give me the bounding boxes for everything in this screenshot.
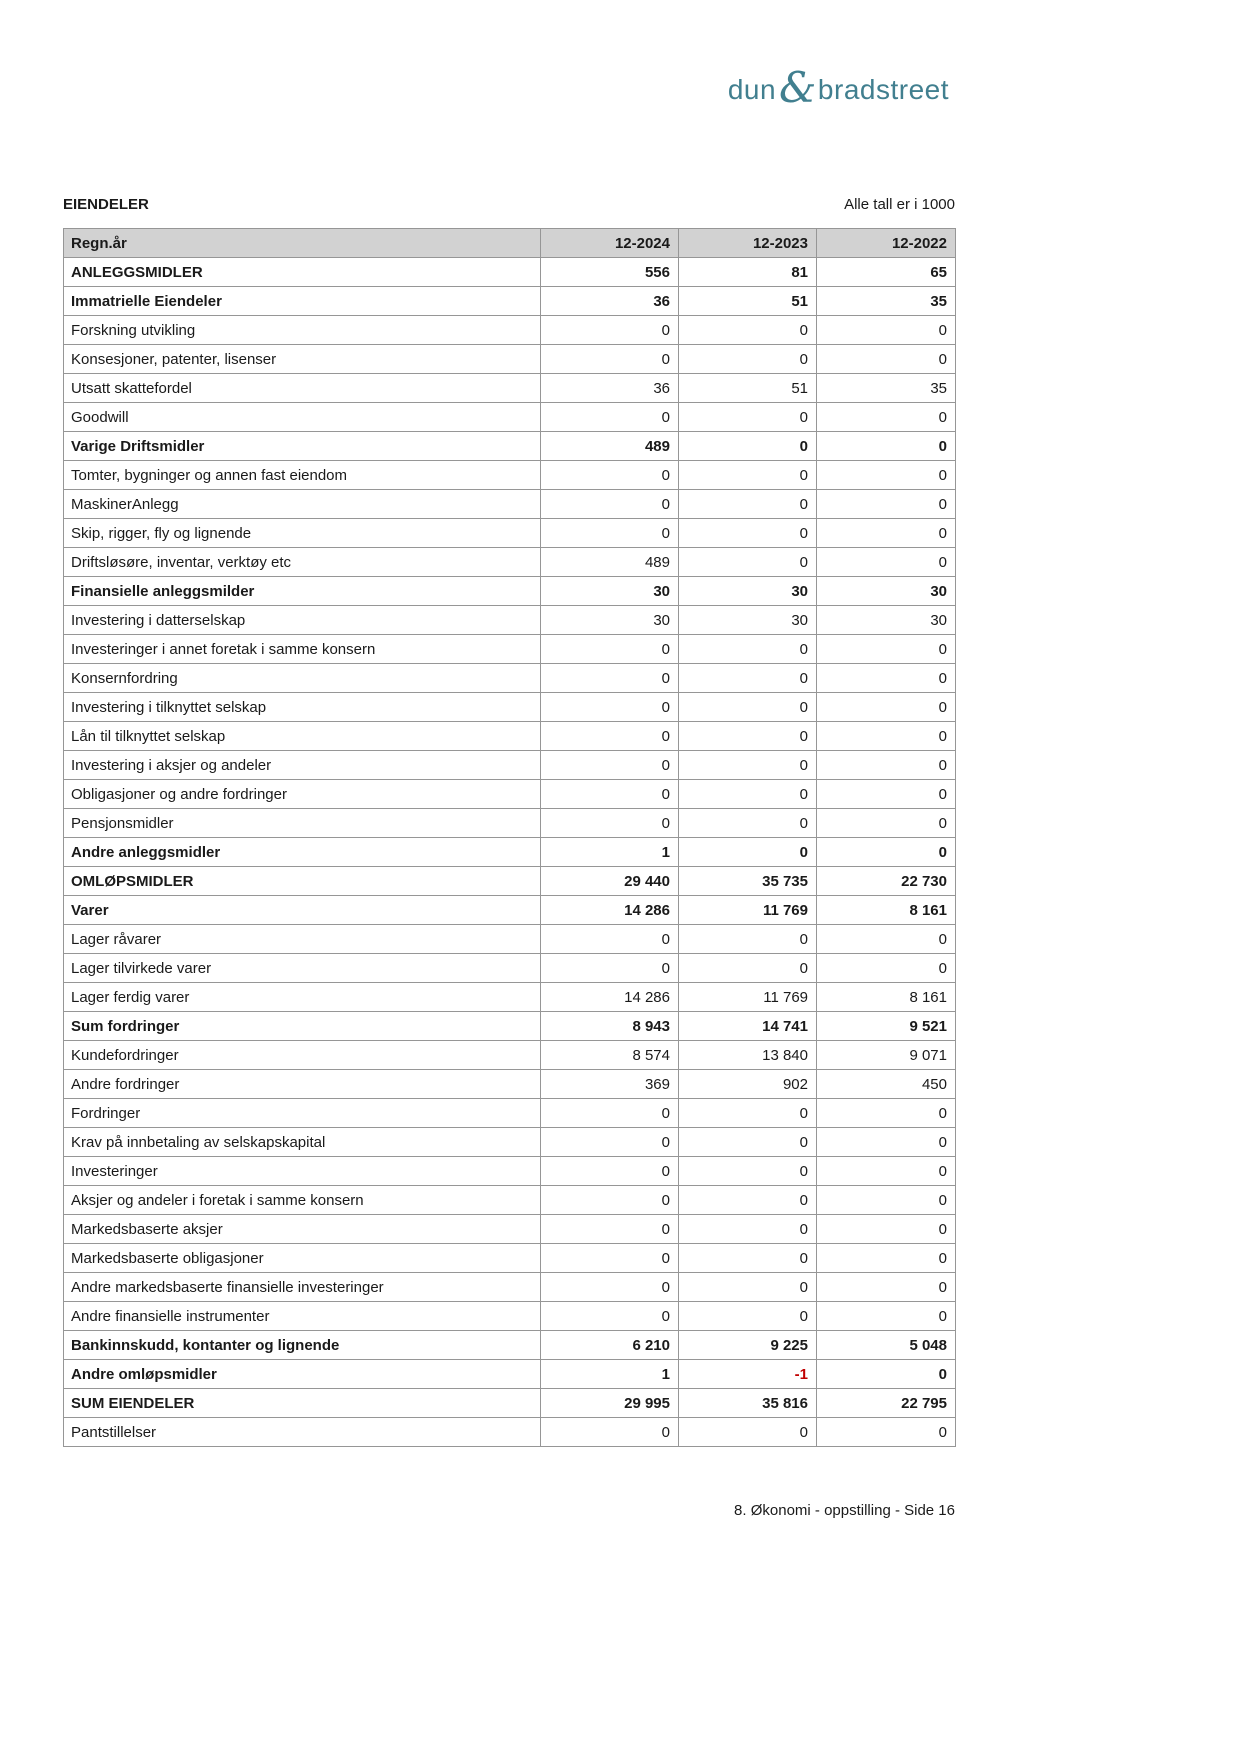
row-value: 369 bbox=[541, 1070, 679, 1099]
row-label: Investeringer i annet foretak i samme konsern bbox=[64, 635, 541, 664]
row-value: 8 161 bbox=[817, 983, 956, 1012]
row-value: 0 bbox=[541, 809, 679, 838]
row-value: 35 bbox=[817, 287, 956, 316]
row-value: 0 bbox=[817, 722, 956, 751]
table-row bbox=[64, 432, 956, 461]
row-value: 0 bbox=[541, 1099, 679, 1128]
row-value: 0 bbox=[817, 519, 956, 548]
row-value: 30 bbox=[541, 606, 679, 635]
row-value: 0 bbox=[817, 925, 956, 954]
row-label: Markedsbaserte obligasjoner bbox=[64, 1244, 541, 1273]
row-label: Pensjonsmidler bbox=[64, 809, 541, 838]
table-row bbox=[64, 896, 956, 925]
row-value: 6 210 bbox=[541, 1331, 679, 1360]
row-value: 81 bbox=[679, 258, 817, 287]
row-value: 30 bbox=[541, 577, 679, 606]
row-label: Utsatt skattefordel bbox=[64, 374, 541, 403]
row-label: Konsesjoner, patenter, lisenser bbox=[64, 345, 541, 374]
row-value: 0 bbox=[541, 780, 679, 809]
row-label: Andre omløpsmidler bbox=[64, 1360, 541, 1389]
table-row bbox=[64, 403, 956, 432]
row-value: 0 bbox=[679, 490, 817, 519]
table-row bbox=[64, 316, 956, 345]
row-value: 8 574 bbox=[541, 1041, 679, 1070]
row-value: 0 bbox=[541, 751, 679, 780]
row-value: 30 bbox=[817, 577, 956, 606]
table-row bbox=[64, 664, 956, 693]
table-row bbox=[64, 461, 956, 490]
table-row bbox=[64, 1215, 956, 1244]
row-value: 0 bbox=[679, 345, 817, 374]
row-value: 0 bbox=[679, 1215, 817, 1244]
row-label: Obligasjoner og andre fordringer bbox=[64, 780, 541, 809]
table-row bbox=[64, 258, 956, 287]
row-label: ANLEGGSMIDLER bbox=[64, 258, 541, 287]
row-value: 35 bbox=[817, 374, 956, 403]
table-row bbox=[64, 1273, 956, 1302]
row-value: 0 bbox=[817, 1099, 956, 1128]
column-header-12-2024: 12-2024 bbox=[541, 229, 679, 258]
row-value: 36 bbox=[541, 287, 679, 316]
ampersand-icon: & bbox=[779, 63, 817, 112]
column-header-12-2022: 12-2022 bbox=[817, 229, 956, 258]
table-title-line bbox=[63, 196, 955, 213]
row-value: 35 735 bbox=[679, 867, 817, 896]
row-value: 0 bbox=[679, 1244, 817, 1273]
column-header-regnar: Regn.år bbox=[64, 229, 541, 258]
row-value: 0 bbox=[817, 954, 956, 983]
row-value: 489 bbox=[541, 432, 679, 461]
row-label: OMLØPSMIDLER bbox=[64, 867, 541, 896]
row-label: Goodwill bbox=[64, 403, 541, 432]
row-label: Sum fordringer bbox=[64, 1012, 541, 1041]
row-value: 0 bbox=[541, 403, 679, 432]
row-value: 0 bbox=[541, 1186, 679, 1215]
row-label: SUM EIENDELER bbox=[64, 1389, 541, 1418]
table-row bbox=[64, 1070, 956, 1099]
row-value: 30 bbox=[817, 606, 956, 635]
table-row bbox=[64, 374, 956, 403]
row-value: 0 bbox=[679, 1302, 817, 1331]
row-value: 0 bbox=[541, 1418, 679, 1447]
row-value: 0 bbox=[817, 780, 956, 809]
row-label: Forskning utvikling bbox=[64, 316, 541, 345]
column-header-12-2023: 12-2023 bbox=[679, 229, 817, 258]
row-label: Varige Driftsmidler bbox=[64, 432, 541, 461]
row-label: Kundefordringer bbox=[64, 1041, 541, 1070]
row-value: 0 bbox=[679, 316, 817, 345]
row-value: 51 bbox=[679, 374, 817, 403]
row-value: 9 071 bbox=[817, 1041, 956, 1070]
row-value: 9 521 bbox=[817, 1012, 956, 1041]
row-value: 0 bbox=[817, 403, 956, 432]
table-row bbox=[64, 1012, 956, 1041]
row-value: 11 769 bbox=[679, 896, 817, 925]
table-row bbox=[64, 1128, 956, 1157]
table-row bbox=[64, 1331, 956, 1360]
table-row bbox=[64, 519, 956, 548]
row-value: 0 bbox=[817, 664, 956, 693]
dun-bradstreet-logo bbox=[727, 63, 949, 112]
row-value: 14 286 bbox=[541, 983, 679, 1012]
table-row bbox=[64, 1302, 956, 1331]
table-row bbox=[64, 867, 956, 896]
row-value: 9 225 bbox=[679, 1331, 817, 1360]
row-value: 0 bbox=[817, 1244, 956, 1273]
financial-table bbox=[63, 228, 956, 1447]
row-label: Lån til tilknyttet selskap bbox=[64, 722, 541, 751]
row-value: 29 440 bbox=[541, 867, 679, 896]
row-value: 0 bbox=[679, 461, 817, 490]
table-row bbox=[64, 606, 956, 635]
row-value: 0 bbox=[679, 809, 817, 838]
row-value: 0 bbox=[679, 548, 817, 577]
row-value: 0 bbox=[817, 1273, 956, 1302]
row-value: 0 bbox=[541, 693, 679, 722]
row-value: 0 bbox=[817, 838, 956, 867]
table-body bbox=[64, 258, 956, 1447]
row-value: 0 bbox=[817, 316, 956, 345]
row-value: 1 bbox=[541, 1360, 679, 1389]
row-label: Varer bbox=[64, 896, 541, 925]
row-label: Investering i aksjer og andeler bbox=[64, 751, 541, 780]
row-value: 5 048 bbox=[817, 1331, 956, 1360]
row-label: Krav på innbetaling av selskapskapital bbox=[64, 1128, 541, 1157]
table-row bbox=[64, 693, 956, 722]
table-row bbox=[64, 1157, 956, 1186]
row-label: Finansielle anleggsmilder bbox=[64, 577, 541, 606]
row-value: 0 bbox=[817, 1186, 956, 1215]
table-row bbox=[64, 287, 956, 316]
row-value: 0 bbox=[817, 432, 956, 461]
row-value: 0 bbox=[541, 345, 679, 374]
row-value: 0 bbox=[541, 954, 679, 983]
row-value: 0 bbox=[817, 1128, 956, 1157]
row-value: 0 bbox=[817, 548, 956, 577]
row-value: 30 bbox=[679, 606, 817, 635]
row-value: 0 bbox=[541, 635, 679, 664]
row-value: 0 bbox=[817, 345, 956, 374]
table-row bbox=[64, 983, 956, 1012]
row-value: 36 bbox=[541, 374, 679, 403]
logo-word-dun: dun bbox=[727, 74, 777, 105]
row-value: 489 bbox=[541, 548, 679, 577]
row-value: 0 bbox=[541, 664, 679, 693]
row-label: Skip, rigger, fly og lignende bbox=[64, 519, 541, 548]
row-value: 0 bbox=[679, 519, 817, 548]
page-title: EIENDELER bbox=[63, 196, 149, 213]
table-row bbox=[64, 1244, 956, 1273]
row-label: Lager ferdig varer bbox=[64, 983, 541, 1012]
row-value: 0 bbox=[679, 838, 817, 867]
row-label: Driftsløsøre, inventar, verktøy etc bbox=[64, 548, 541, 577]
table-row bbox=[64, 722, 956, 751]
row-value: -1 bbox=[679, 1360, 817, 1389]
row-label: Pantstillelser bbox=[64, 1418, 541, 1447]
row-value: 0 bbox=[817, 809, 956, 838]
row-value: 556 bbox=[541, 258, 679, 287]
table-row bbox=[64, 635, 956, 664]
row-value: 0 bbox=[817, 693, 956, 722]
row-value: 0 bbox=[679, 1273, 817, 1302]
table-row bbox=[64, 1099, 956, 1128]
table-row bbox=[64, 1041, 956, 1070]
row-label: Immatrielle Eiendeler bbox=[64, 287, 541, 316]
row-value: 65 bbox=[817, 258, 956, 287]
table-row bbox=[64, 1389, 956, 1418]
table-row bbox=[64, 345, 956, 374]
row-label: MaskinerAnlegg bbox=[64, 490, 541, 519]
row-value: 14 286 bbox=[541, 896, 679, 925]
row-value: 0 bbox=[817, 1302, 956, 1331]
row-value: 0 bbox=[679, 1186, 817, 1215]
row-value: 35 816 bbox=[679, 1389, 817, 1418]
row-label: Investering i datterselskap bbox=[64, 606, 541, 635]
row-value: 0 bbox=[541, 461, 679, 490]
table-row bbox=[64, 780, 956, 809]
row-value: 0 bbox=[679, 1099, 817, 1128]
row-value: 0 bbox=[541, 1128, 679, 1157]
row-label: Investeringer bbox=[64, 1157, 541, 1186]
row-value: 0 bbox=[679, 925, 817, 954]
row-value: 0 bbox=[679, 954, 817, 983]
table-row bbox=[64, 490, 956, 519]
row-value: 0 bbox=[817, 635, 956, 664]
row-value: 0 bbox=[541, 722, 679, 751]
row-value: 14 741 bbox=[679, 1012, 817, 1041]
table-row bbox=[64, 809, 956, 838]
table-row bbox=[64, 1418, 956, 1447]
row-value: 0 bbox=[817, 490, 956, 519]
row-value: 0 bbox=[541, 490, 679, 519]
row-value: 0 bbox=[679, 432, 817, 461]
row-value: 0 bbox=[817, 461, 956, 490]
row-value: 0 bbox=[679, 1418, 817, 1447]
row-value: 0 bbox=[541, 1157, 679, 1186]
row-value: 51 bbox=[679, 287, 817, 316]
row-value: 0 bbox=[817, 751, 956, 780]
row-value: 0 bbox=[541, 1215, 679, 1244]
row-value: 8 943 bbox=[541, 1012, 679, 1041]
row-value: 0 bbox=[679, 403, 817, 432]
row-label: Andre fordringer bbox=[64, 1070, 541, 1099]
page-footer: 8. Økonomi - oppstilling - Side 16 bbox=[734, 1502, 955, 1519]
row-value: 0 bbox=[817, 1157, 956, 1186]
row-value: 0 bbox=[679, 722, 817, 751]
table-header-row bbox=[64, 229, 956, 258]
row-value: 0 bbox=[679, 664, 817, 693]
units-note: Alle tall er i 1000 bbox=[844, 196, 955, 213]
row-label: Lager råvarer bbox=[64, 925, 541, 954]
row-label: Aksjer og andeler i foretak i samme konsern bbox=[64, 1186, 541, 1215]
row-label: Bankinnskudd, kontanter og lignende bbox=[64, 1331, 541, 1360]
row-value: 22 730 bbox=[817, 867, 956, 896]
row-label: Andre finansielle instrumenter bbox=[64, 1302, 541, 1331]
row-value: 0 bbox=[679, 635, 817, 664]
row-value: 902 bbox=[679, 1070, 817, 1099]
row-label: Investering i tilknyttet selskap bbox=[64, 693, 541, 722]
table-row bbox=[64, 1360, 956, 1389]
table-row bbox=[64, 1186, 956, 1215]
row-value: 0 bbox=[541, 316, 679, 345]
row-value: 8 161 bbox=[817, 896, 956, 925]
row-value: 0 bbox=[541, 1244, 679, 1273]
table-row bbox=[64, 925, 956, 954]
row-value: 1 bbox=[541, 838, 679, 867]
row-value: 0 bbox=[679, 693, 817, 722]
row-value: 30 bbox=[679, 577, 817, 606]
row-label: Lager tilvirkede varer bbox=[64, 954, 541, 983]
row-value: 0 bbox=[541, 925, 679, 954]
row-label: Fordringer bbox=[64, 1099, 541, 1128]
logo-word-bradstreet: bradstreet bbox=[817, 74, 949, 105]
row-value: 13 840 bbox=[679, 1041, 817, 1070]
row-label: Andre anleggsmidler bbox=[64, 838, 541, 867]
row-value: 0 bbox=[679, 1157, 817, 1186]
row-value: 0 bbox=[541, 1302, 679, 1331]
row-label: Konsernfordring bbox=[64, 664, 541, 693]
row-value: 22 795 bbox=[817, 1389, 956, 1418]
table-row bbox=[64, 751, 956, 780]
table-row bbox=[64, 548, 956, 577]
row-value: 0 bbox=[817, 1360, 956, 1389]
row-value: 450 bbox=[817, 1070, 956, 1099]
row-label: Markedsbaserte aksjer bbox=[64, 1215, 541, 1244]
table-row bbox=[64, 954, 956, 983]
row-label: Andre markedsbaserte finansielle investeringer bbox=[64, 1273, 541, 1302]
row-value: 0 bbox=[541, 519, 679, 548]
table-row bbox=[64, 838, 956, 867]
row-value: 11 769 bbox=[679, 983, 817, 1012]
row-value: 0 bbox=[817, 1418, 956, 1447]
row-label: Tomter, bygninger og annen fast eiendom bbox=[64, 461, 541, 490]
row-value: 0 bbox=[541, 1273, 679, 1302]
table-row bbox=[64, 577, 956, 606]
row-value: 29 995 bbox=[541, 1389, 679, 1418]
row-value: 0 bbox=[679, 1128, 817, 1157]
row-value: 0 bbox=[679, 751, 817, 780]
row-value: 0 bbox=[817, 1215, 956, 1244]
row-value: 0 bbox=[679, 780, 817, 809]
